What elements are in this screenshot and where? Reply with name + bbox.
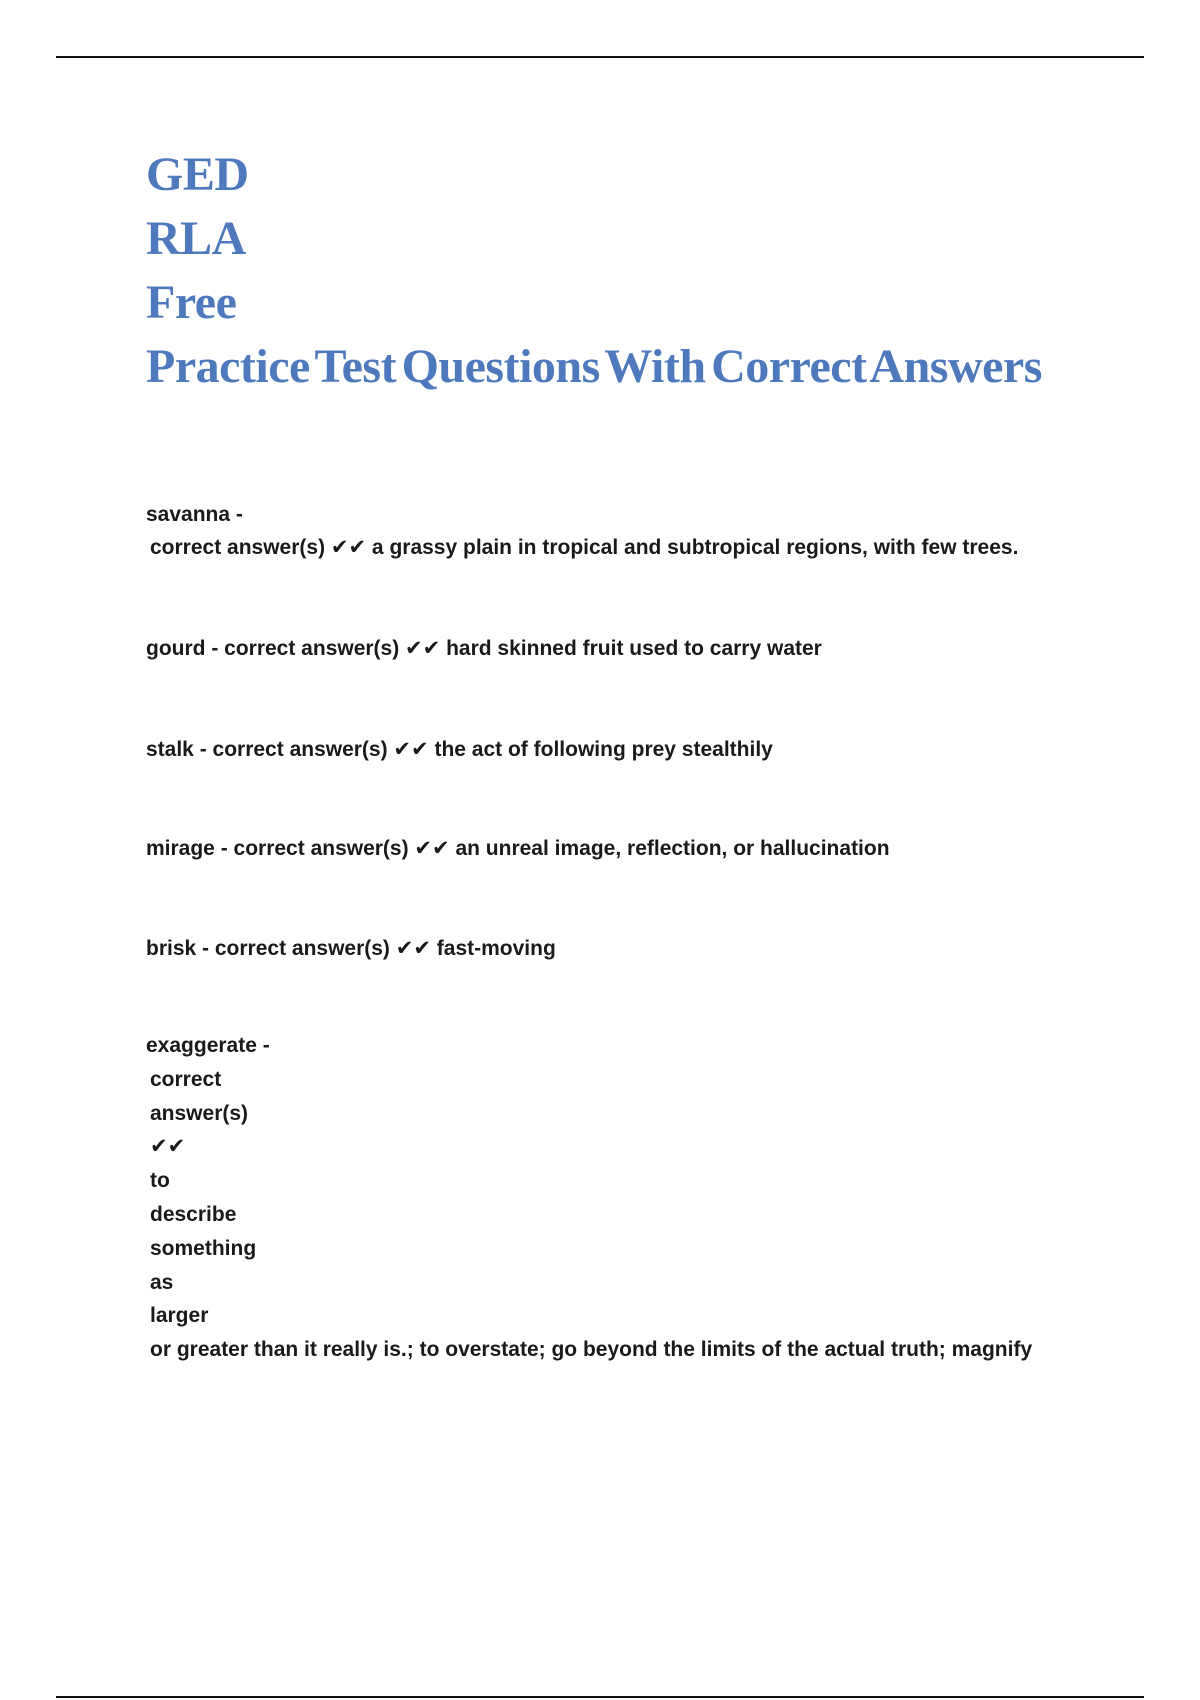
- entry-answer-word: answer(s): [150, 1101, 249, 1125]
- title-line-4: Practice Test Questions With Correct Answers: [146, 340, 1042, 393]
- title-line-3: Free: [146, 276, 237, 329]
- entry-stalk: [146, 733, 773, 766]
- title-line-2: RLA: [146, 212, 246, 265]
- entry-answer-last-line: or greater than it really is.; to overstate; go beyond the limits of the actual truth; magnify: [150, 1338, 1033, 1362]
- entry-brisk: [146, 932, 556, 965]
- entry-term: savanna -: [146, 503, 243, 526]
- entry-answer-word: describe: [150, 1202, 237, 1226]
- entry-text: stalk - correct answer(s) ✔✔ the act of following prey stealthily: [146, 738, 773, 761]
- check-marks: ✔✔: [150, 1135, 186, 1159]
- entry-answer: correct answer(s) ✔✔ a grassy plain in tropical and subtropical regions, with few trees.: [150, 536, 1019, 559]
- entry-savanna: [146, 498, 1018, 564]
- entry-answer-word: correct: [150, 1067, 222, 1091]
- entry-mirage: [146, 832, 890, 865]
- entry-exaggerate: [146, 1029, 1032, 1367]
- entry-answer-word: to: [150, 1169, 170, 1193]
- bottom-rule: [56, 1696, 1144, 1698]
- entry-text: gourd - correct answer(s) ✔✔ hard skinned fruit used to carry water: [146, 637, 822, 660]
- entry-text: brisk - correct answer(s) ✔✔ fast-moving: [146, 937, 556, 960]
- document-title: [146, 143, 1146, 399]
- entry-term: exaggerate -: [146, 1034, 270, 1057]
- title-line-1: GED: [146, 148, 249, 201]
- entry-answer-word: something: [150, 1236, 257, 1260]
- top-rule: [56, 56, 1144, 58]
- entry-text: mirage - correct answer(s) ✔✔ an unreal image, reflection, or hallucination: [146, 837, 890, 860]
- entry-answer-word: as: [150, 1270, 174, 1294]
- entry-gourd: [146, 632, 822, 665]
- entry-answer-word: larger: [150, 1304, 209, 1328]
